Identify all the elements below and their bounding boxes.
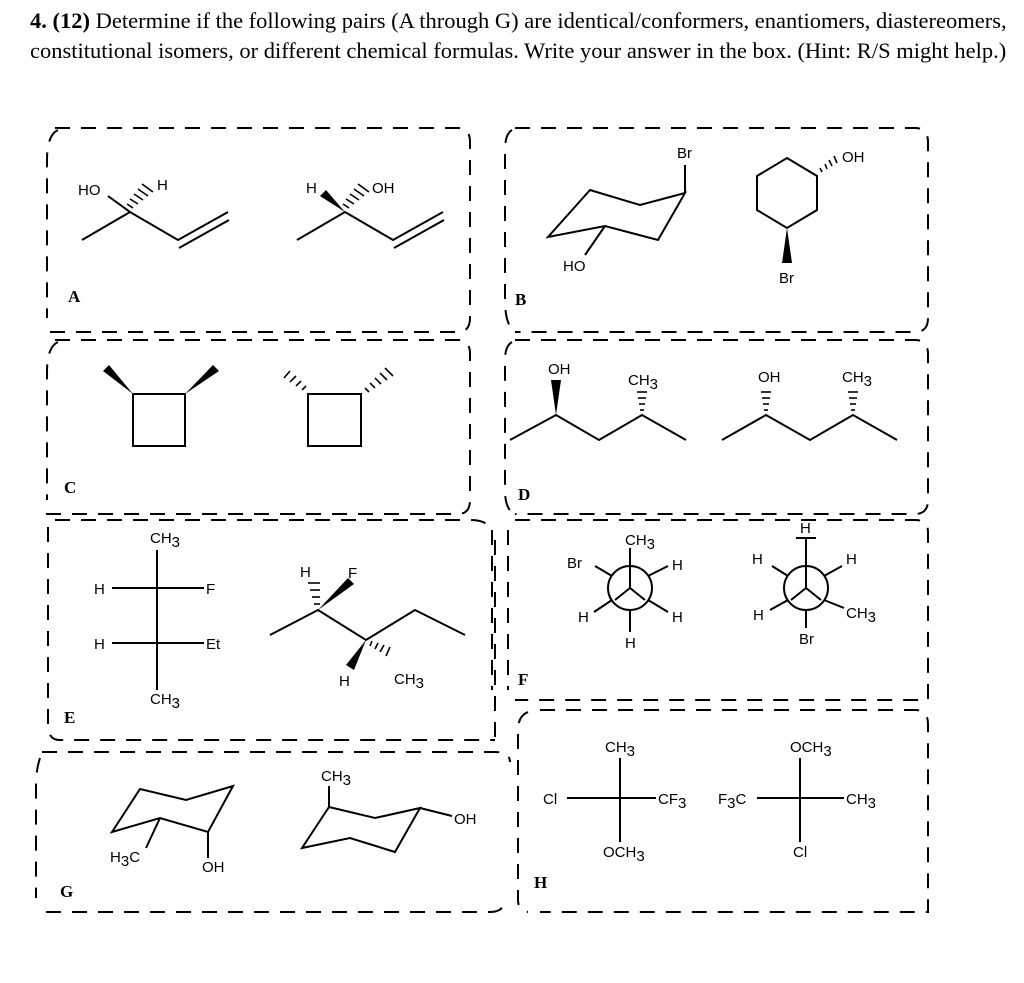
box-b-border — [515, 128, 928, 332]
hash-bond-e2-top — [308, 583, 320, 604]
a1-h: H — [157, 177, 168, 194]
label-b: B — [515, 290, 527, 309]
b1-br: Br — [677, 145, 692, 162]
h1-bottom: OCH3 — [603, 844, 645, 865]
a1-ho: HO — [78, 182, 101, 199]
f1-h-left-bottom: H — [578, 609, 589, 626]
box-g-left-border — [36, 758, 40, 898]
wedge-bond-b2 — [782, 228, 792, 263]
wedge-bond-d1 — [551, 380, 561, 415]
g2-oh: OH — [454, 811, 477, 828]
newman-f1 — [567, 532, 683, 652]
f2-br: Br — [799, 631, 814, 648]
label-c: C — [64, 478, 77, 497]
pair-d — [505, 340, 928, 514]
hash-bond-a2 — [343, 184, 369, 208]
a2-oh: OH — [372, 180, 395, 197]
pair-g — [36, 752, 510, 912]
h1-right: CF3 — [658, 791, 687, 812]
fischer-h1 — [543, 739, 686, 865]
d1-oh: OH — [548, 361, 571, 378]
hash-bond-c2-right — [365, 368, 393, 392]
d2-ch3: CH3 — [842, 369, 873, 390]
label-e: E — [64, 708, 76, 727]
pair-a — [40, 128, 470, 332]
box-g-top-border — [42, 752, 510, 762]
hash-bond-d2-right — [848, 392, 858, 410]
hash-bond-b2 — [820, 156, 837, 172]
g2-ch3: CH3 — [321, 768, 352, 789]
h2-bottom: Cl — [793, 844, 808, 861]
fischer-h2 — [718, 739, 876, 861]
e2-h-bottom: H — [339, 673, 350, 690]
f2-h-top: H — [800, 520, 811, 537]
g1-oh: OH — [202, 859, 225, 876]
label-g: G — [60, 882, 74, 901]
question-body: Determine if the following pairs (A through G) are identical/conformers, enantiomers, diastereomers, constitutional isomers, or different chemical formulas. Write your answer in the box. (Hint: R/S might help.) — [30, 8, 1007, 63]
b1-ho: HO — [563, 258, 586, 275]
label-d: D — [518, 485, 531, 504]
pair-b — [505, 128, 928, 332]
e-f: F — [206, 581, 216, 598]
hash-bond-d2-left — [761, 392, 771, 410]
a2-h: H — [306, 180, 317, 197]
box-a-left-border — [47, 130, 58, 318]
f2-h-left-bottom: H — [753, 607, 764, 624]
pair-e — [48, 520, 495, 740]
molecule-b1 — [548, 145, 692, 275]
d1-ch3: CH3 — [628, 372, 659, 393]
box-b-left-border — [505, 130, 515, 332]
e-h2: H — [94, 636, 105, 653]
box-c-border — [40, 340, 470, 514]
molecule-d2 — [722, 369, 897, 440]
wedge-bond-e2-top — [318, 578, 354, 610]
molecule-a2 — [297, 180, 444, 248]
f1-ch3: CH3 — [625, 532, 656, 553]
box-h-left-border — [518, 712, 528, 912]
fischer-e — [94, 530, 221, 712]
e2-h-top: H — [300, 564, 311, 581]
f2-ch3: CH3 — [846, 605, 877, 626]
g1-h3c: H3C — [110, 849, 141, 870]
f1-h-right-bottom: H — [672, 609, 683, 626]
wedge-bond-c1-right — [185, 365, 219, 394]
molecule-b2 — [757, 149, 865, 287]
newman-f2 — [752, 520, 876, 648]
pair-h — [518, 710, 928, 912]
molecule-c1 — [103, 365, 219, 446]
d2-oh: OH — [758, 369, 781, 386]
hash-bond-c2-left — [284, 371, 306, 390]
pair-f — [492, 520, 928, 700]
hash-bond-a1 — [127, 184, 153, 208]
e-top: CH3 — [150, 530, 181, 551]
b2-oh: OH — [842, 149, 865, 166]
molecule-e2 — [270, 564, 465, 692]
molecule-g1 — [110, 786, 233, 876]
molecule-d1 — [510, 361, 686, 440]
h2-top: OCH3 — [790, 739, 832, 760]
pair-c — [40, 340, 470, 514]
molecule-a1 — [78, 177, 229, 248]
f2-h-right: H — [846, 551, 857, 568]
f1-h-bottom: H — [625, 635, 636, 652]
molecule-g2 — [302, 768, 477, 852]
h1-top: CH3 — [605, 739, 636, 760]
hash-bond-d1 — [637, 392, 647, 410]
box-d-left-border — [505, 342, 515, 514]
wedge-bond-e2-bottom — [346, 640, 366, 670]
box-e-top-border — [55, 520, 490, 532]
b2-br: Br — [779, 270, 794, 287]
wedge-bond-a2 — [320, 190, 345, 212]
e-et: Et — [206, 636, 221, 653]
wedge-bond-c1-left — [103, 365, 133, 394]
molecule-c2 — [284, 368, 393, 446]
hash-bond-e2-bottom — [370, 641, 390, 656]
e2-f: F — [348, 565, 358, 582]
label-h: H — [534, 873, 548, 892]
label-a: A — [68, 287, 81, 306]
h2-left: F3C — [718, 791, 747, 812]
e-bottom: CH3 — [150, 691, 181, 712]
h2-right: CH3 — [846, 791, 877, 812]
label-f: F — [518, 670, 529, 689]
box-c-left-border — [47, 342, 58, 500]
f1-br: Br — [567, 555, 582, 572]
box-a-border — [40, 128, 470, 332]
question-number: 4. (12) — [30, 8, 90, 33]
e2-ch3: CH3 — [394, 671, 425, 692]
h1-left: Cl — [543, 791, 558, 808]
f2-h-left: H — [752, 551, 763, 568]
e-h1: H — [94, 581, 105, 598]
box-g-bottom-border — [46, 898, 505, 912]
f1-h-right: H — [672, 557, 683, 574]
